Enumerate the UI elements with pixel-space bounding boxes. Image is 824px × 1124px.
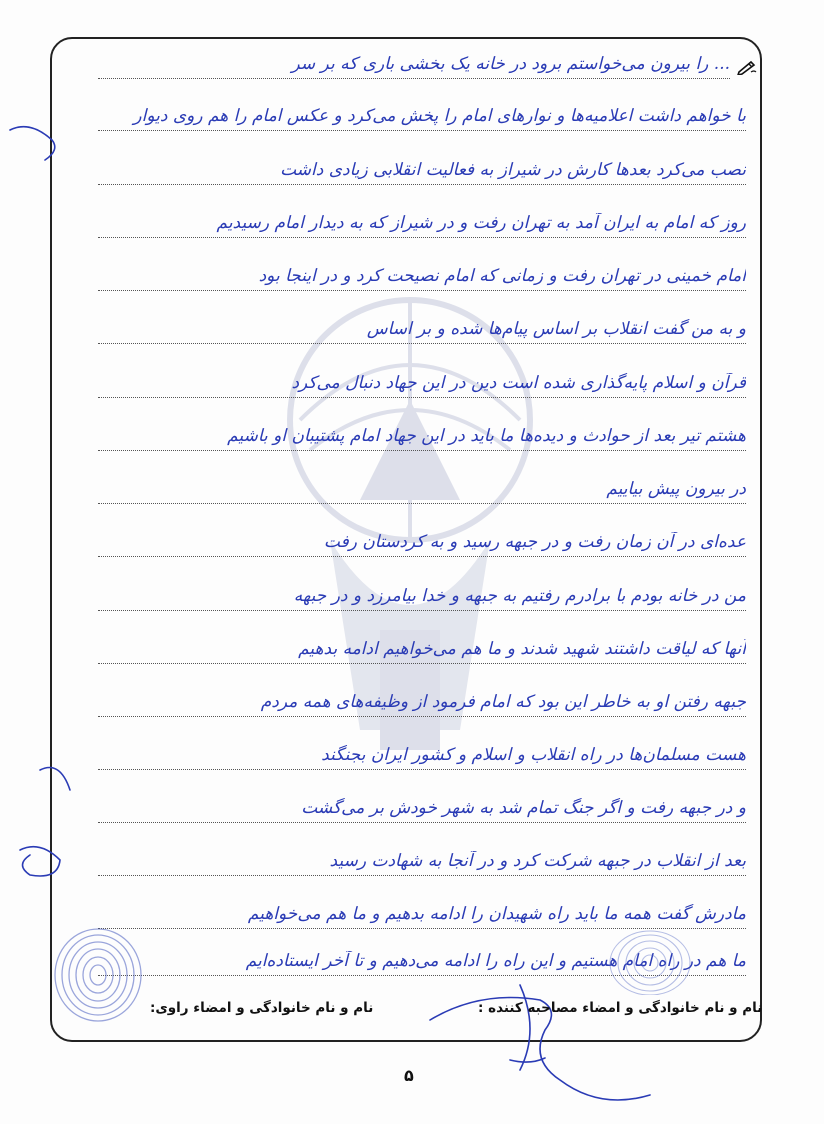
handwritten-line: هست مسلمان‌ها در راه انقلاب و اسلام و کشور ایران بجنگند <box>321 745 746 765</box>
handwritten-line: ما هم در راه امام هستیم و این راه را ادامه می‌دهیم و تا آخر ایستاده‌ایم <box>245 951 746 971</box>
handwritten-line: و به من گفت انقلاب بر اساس پیام‌ها شده و بر اساس <box>366 319 746 339</box>
handwritten-line: در بیرون پیش بیاییم <box>606 479 746 499</box>
handwritten-line: امام خمینی در تهران رفت و زمانی که امام نصیحت کرد و در اینجا بود <box>258 266 746 286</box>
handwritten-line: هشتم تیر بعد از حوادث و دیده‌ها ما باید در این جهاد امام پشتیبان او باشیم <box>227 426 746 446</box>
handwritten-line: نصب می‌کرد بعدها کارش در شیراز به فعالیت انقلابی زیادی داشت <box>280 160 746 180</box>
handwritten-line: آنها که لیاقت داشتند شهید شدند و ما هم می‌خواهیم ادامه بدهیم <box>298 639 746 659</box>
interviewer-label: نام و نام خانوادگی و امضاء مصاحبه کننده : <box>478 1000 763 1016</box>
handwritten-line: ... را بیرون می‌خواستم برود در خانه یک بخشی باری که بر سر <box>291 54 730 74</box>
handwritten-line: عده‌ای در آن زمان رفت و در جبهه رسید و به کردستان رفت <box>323 532 746 552</box>
handwritten-line: قرآن و اسلام پایه‌گذاری شده است دین در این جهاد دنبال می‌کرد <box>291 373 746 393</box>
handwritten-line: و در جبهه رفت و اگر جنگ تمام شد به شهر خودش بر می‌گشت <box>301 798 746 818</box>
handwritten-line: با خواهم داشت اعلامیه‌ها و نوارهای امام را پخش می‌کرد و عکس امام را هم روی دیوار <box>133 106 746 126</box>
page-number: ۵ <box>404 1066 414 1085</box>
handwritten-line: من در خانه بودم با برادرم رفتیم به جبهه و خدا بیامرزد و در جبهه <box>293 586 746 606</box>
narrator-label: نام و نام خانوادگی و امضاء راوی: <box>150 1000 374 1016</box>
handwritten-line: روز که امام به ایران آمد به تهران رفت و در شیراز که به دیدار امام رسیدیم <box>216 213 746 233</box>
handwritten-line: جبهه رفتن او به خاطر این بود که امام فرمود از وظیفه‌های همه مردم <box>260 692 746 712</box>
handwritten-line: بعد از انقلاب در جبهه شرکت کرد و در آنجا به شهادت رسید <box>329 851 746 871</box>
handwritten-line: مادرش گفت همه ما باید راه شهیدان را ادامه بدهیم و ما هم می‌خواهیم <box>247 904 746 924</box>
